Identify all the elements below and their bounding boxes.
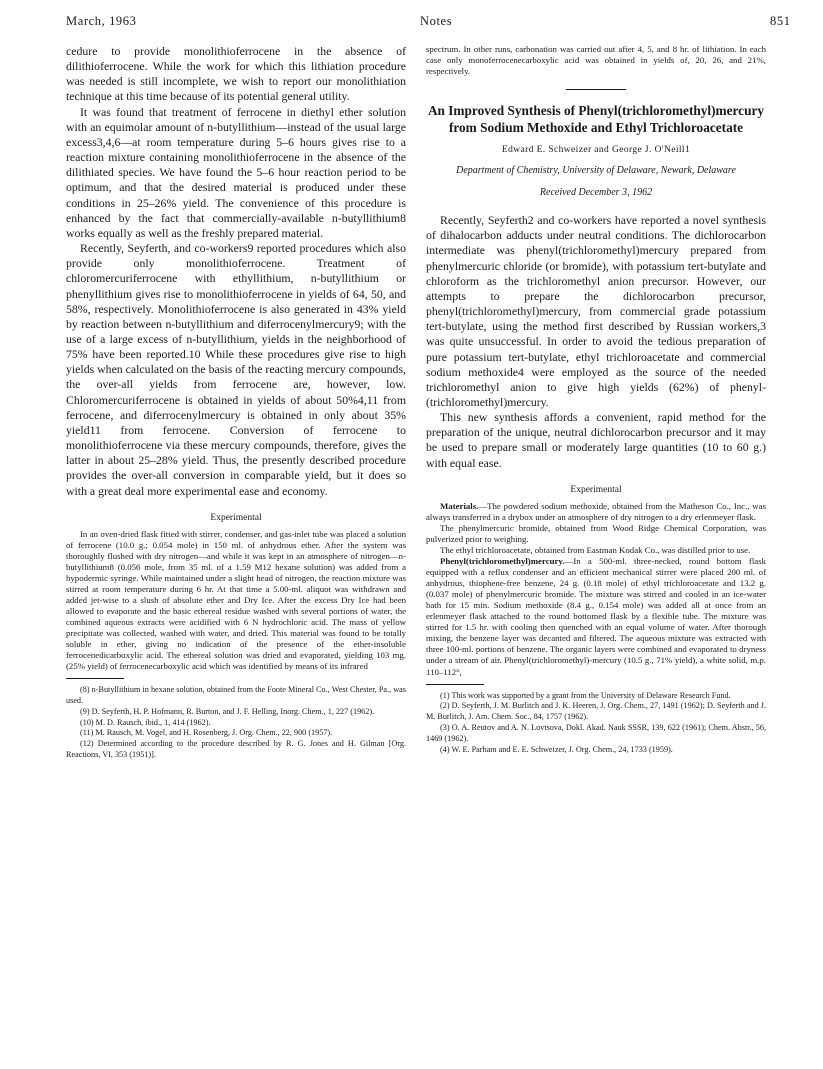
procedure-label: Phenyl(trichloromethyl)mercury. [440,556,565,567]
body-paragraph: cedure to provide monolithioferrocene in the absence of dilithioferrocene. While the work for which this lithiation procedure was needed is still incomplete, we wish to report our monolithiation technique at this time because of its potential general utility. [66,44,406,104]
experimental-heading: Experimental [210,512,262,523]
running-header-date: March, 1963 [66,14,137,28]
footnote: (3) O. A. Reutov and A. N. Lovtsova, Dokl. Akad. Nauk SSSR, 139, 622 (1961); Chem. Abstr., 56, 1469 (1962). [426,722,766,743]
left-column [66,44,406,761]
experimental-heading: Experimental [570,484,622,495]
body-paragraph: This new synthesis affords a convenient, rapid method for the preparation of the unique, neutral dichlorocarbon precursor and it may be used to prepare small or moderately large quantities (10 to 60 g.) with equal ease. [426,410,766,470]
procedure-paragraph [426,556,766,678]
footnote: (11) M. Rausch, M. Vogel, and H. Rosenberg, J. Org. Chem., 22, 900 (1957). [80,728,333,738]
footnote: (10) M. D. Rausch, ibid., 1, 414 (1962). [80,717,211,727]
received-date: Received December 3, 1962 [539,187,653,199]
right-column [426,44,766,755]
page-number: 851 [770,14,791,28]
procedure-text: —In a 500-ml. three-necked, round bottom flask equipped with a reflux condenser and an efficient mechanical stirrer were placed 200 ml. of anhydrous, thiophene-free benzene, 24 g. (0.18 mole) of ethyl trichloroacetate and 13.2 g. (0.037 mole) of phenylmercuric bromide. The mixture was stirred and cooled in an ice-water bath for 15 min. Sodium methoxide (8.4 g., 0.154 mole) was added all at once from an erlenmeyer flask attached to the round bottomed flask by a flexible tube. The mixture was stirred for 1.5 hr. with cooling then quenched with an equal volume of water. After thorough mixing, the benzene layer was decanted and filtered. The aqueous mixture was extracted with three 100-ml. portions of benzene. The organic layers were combined and evaporated to dryness under a stream of air. Phenyl(trichloromethyl)-mercury (10.5 g., 71% yield), a white solid, m.p. 110–112°, [426,556,766,677]
experimental-paragraph: In an oven-dried flask fitted with stirrer, condenser, and gas-inlet tube was placed a solution of ferrocene (10.0 g.; 0.054 mole) in 150 ml. of anhydrous ether. After the system was thoroughly flushed with dry nitrogen—and while it was kept in an atmosphere of nitrogen—n-butyllithium8 (0.056 mole, from 35 ml. of a 1.59 M12 hexane solution) was added from a hypodermic syringe. While maintained under a slight head of nitrogen, the reaction mixture was stirred at room temperature during 6 hr. At that time a 5.00-ml. aliquot was withdrawn and added jet-wise to a slush of absolute ether and Dry Ice. After the excess Dry Ice had been allowed to evaporate and the basic ethereal residue washed with several portions of water, the combined aqueous extracts were acidified with 6 N hydrochloric acid. The mass of yellow precipitate was collected, washed with water, and dried. This material was found to be totally soluble in ether, giving no indication of the presence of the ether-insoluble ferrocenedicarboxylic acid. The ethereal solution was dried and evaporated, yielding 103 mg. (25% yield) of ferrocenecarboxylic acid which was identified by means of its infrared [66,528,406,672]
running-header-section: Notes [420,14,453,28]
article-authors: Edward E. Schweizer and George J. O'Neill1 [501,145,691,156]
materials-text: —The powdered sodium methoxide, obtained from the Matheson Co., Inc., was always transferred in a drybox under an atmosphere of dry nitrogen to a dry erlenmeyer flask. [426,500,766,522]
footnote: (4) W. E. Parham and E. E. Schweizer, J. Org. Chem., 24, 1733 (1959). [440,744,673,754]
body-paragraph: Recently, Seyferth, and co-workers9 reported procedures which also provide only monolithioferrocene. Treatment of chloromercuriferrocene with ethyllithium, n-butyllithium or phenyllithium gives rise to monolithioferrocene in yields of 64, 50, and 58%, respectively. Monolithioferrocene is also generated in 43% yield by reaction between n-butyllithium and diferrocenylmercury9; with the use of a large excess of n-butyllithium, yields in the neighborhood of 75% have been reported.10 While these procedures give rise to high yields when calculated on the basis of the reacting mercury compounds, the over-all yields from ferrocene are, however, low. Chloromercuriferrocene is obtained in yields of about 50%4,11 from ferrocene, and diferrocenylmercury is obtained in only about 35% yield11 from ferrocene. Conversion of ferrocene to monolithioferrocene via these mercury compounds, therefore, gives the latter in about 25–28% yield. Thus, the presently described procedure provides the over-all conversion in comparable yield, but it does so with a great deal more experimental ease and economy. [66,241,406,498]
article-affiliation: Department of Chemistry, University of Delaware, Newark, Delaware [456,165,736,177]
footnote: (8) n-Butyllithium in hexane solution, obtained from the Foote Mineral Co., West Chester, Pa., was used. [66,685,406,706]
article-divider [566,89,626,90]
article-title: An Improved Synthesis of Phenyl(trichloromethyl)mercury from Sodium Methoxide and Ethyl Trichloroacetate [427,103,765,136]
phenylmercuric-paragraph: The phenylmercuric bromide, obtained from Wood Ridge Chemical Corporation, was pulverized prior to weighing. [426,522,766,544]
footnote: (9) D. Seyferth, H. P. Hofmann, R. Burton, and J. F. Helling, Inorg. Chem., 1, 227 (1962). [80,706,375,716]
body-paragraph: It was found that treatment of ferrocene in diethyl ether solution with an equimolar amount of n-butyllithium—instead of the usual large excess3,4,6—at room temperature during 5–6 hours gives rise to a reaction mixture containing monolithioferrocene in the absence of the dilithiated species. We have found the 5–6 hour reaction period to be optimum, and that the desired material is produced under these conditions in 25–26% yield. The convenience of this procedure is enhanced by the fact that commercially-available n-butyllithium8 works equally as well as the freshly prepared material. [66,104,406,240]
footnote-divider [426,684,484,685]
footnote: (12) Determined according to the procedure described by R. G. Jones and H. Gilman [Org. Reactions, VI, 353 (1951)]. [66,739,406,760]
materials-label: Materials. [440,500,479,511]
footnote-divider [66,678,124,679]
continuation-paragraph: spectrum. In other runs, carbonation was carried out after 4, 5, and 8 hr. of lithiation. In each case only monoferrocenecarboxylic acid was obtained in yields of, 20, 26, and 21%, respectively. [426,44,766,77]
footnote: (2) D. Seyferth, J. M. Burlitch and J. K. Heeren, J. Org. Chem., 27, 1491 (1962); D. Seyferth and J. M. Burlitch, J. Am. Chem. Soc., 84, 1757 (1962). [426,701,766,722]
footnote: (1) This work was supported by a grant from the University of Delaware Research Fund. [440,690,731,700]
body-paragraph: Recently, Seyferth2 and co-workers have reported a novel synthesis of dihalocarbon adducts under neutral conditions. The dichlorocarbon intermediate was phenyl(trichloromethyl)mercury prepared from phenylmercuric chloride (or bromide), with potassium tert-butylate and chloroform as the trichloromethyl anion precursor. However, our attempts to prepare the dichlorocarbon precursor, phenyl(trichloromethyl)mercury, from commercial grade potassium tert-butylate, using the method first described by Russian workers,3 was quite unsuccessful. In order to avoid the tedious preparation of pure potassium tert-butylate, ethyl trichloroacetate and commercial sodium methoxide4 were employed as the source of the needed trichloromethyl anion to give high yields (62%) of phenyl-(trichloromethyl)mercury. [426,213,766,410]
ethyl-paragraph: The ethyl trichloroacetate, obtained from Eastman Kodak Co., was distilled prior to use. [440,544,751,555]
materials-paragraph [426,501,766,523]
